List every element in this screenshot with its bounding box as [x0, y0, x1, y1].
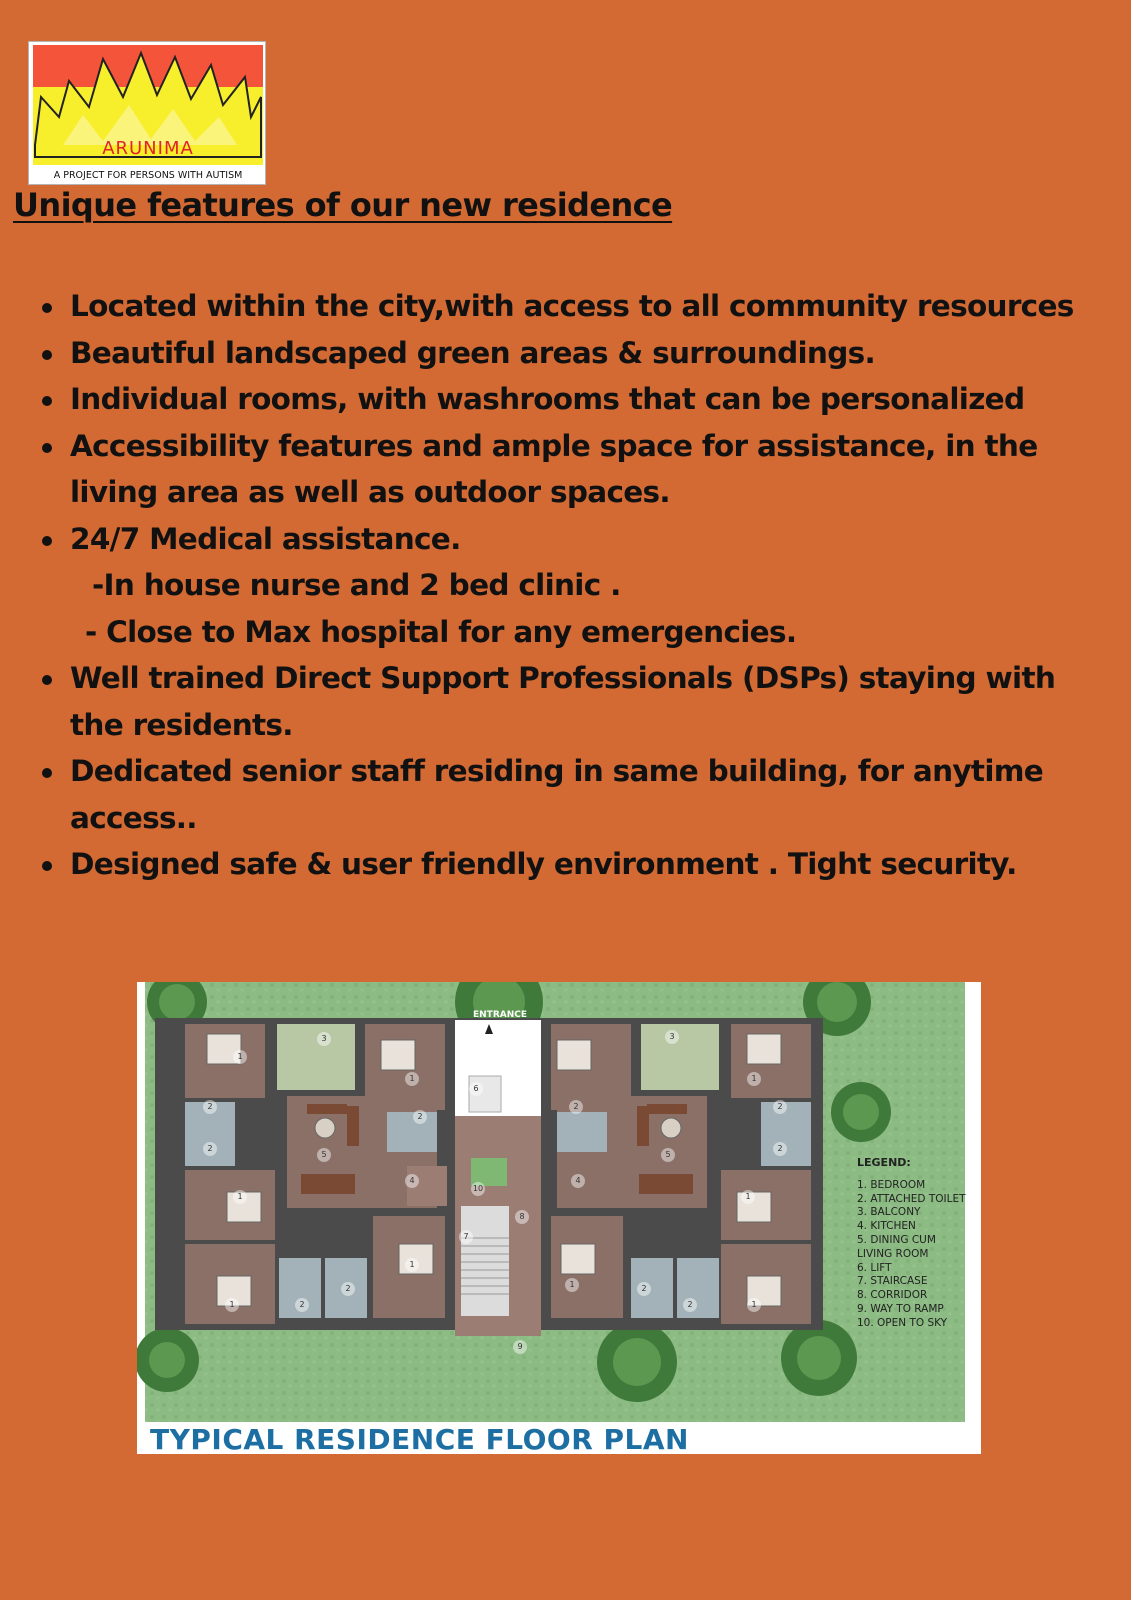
feature-list: [0, 283, 1074, 888]
legend-item: 8. CORRIDOR: [857, 1289, 928, 1302]
feature-item: Individual rooms, with washrooms that can be personalized: [0, 376, 1074, 423]
floor-plan-drawing: [137, 982, 981, 1454]
legend-items: [857, 1179, 966, 1331]
floor-plan: 1 3 1 2 2 2 5 4 1 1 2 2 1 6 10 8 7 9 3 2 4 5 1 2 2 1 1 2 2 1 ENTRANCE LEGEND: 1. BEDROOM 2. ATTACHED TOILET 3. BALCONY 4. KITCHEN 5. DINING CUM LIVING ROOM 6. LIFT 7. STAIRCASE 8. CORRIDOR 9. WAY TO RAMP 10. OPEN TO SKY TYPICAL RESIDENCE FLOOR PLAN: [137, 982, 981, 1454]
feature-item: 24/7 Medical assistance.: [0, 516, 1074, 563]
feature-item: access..: [70, 800, 197, 835]
feature-item: Designed safe & user friendly environment . Tight security.: [0, 841, 1074, 888]
legend-item: 6. LIFT: [857, 1261, 892, 1274]
logo-tagline: A PROJECT FOR PERSONS WITH AUTISM: [53, 170, 243, 181]
legend-title: LEGEND:: [857, 1156, 911, 1169]
legend-item: 3. BALCONY: [857, 1206, 921, 1219]
legend-item: 10. OPEN TO SKY: [857, 1316, 948, 1329]
feature-item: Well trained Direct Support Professionals (DSPs) staying with: [0, 655, 1074, 702]
feature-item: -In house nurse and 2 bed clinic .: [92, 568, 621, 602]
feature-item: Dedicated senior staff residing in same building, for anytime: [0, 748, 1074, 795]
entrance-label: ENTRANCE: [473, 1010, 527, 1020]
legend-item: 4. KITCHEN: [857, 1220, 916, 1233]
feature-item: the residents.: [70, 707, 293, 742]
legend-item: 9. WAY TO RAMP: [857, 1302, 944, 1315]
arunima-logo: [28, 41, 266, 185]
legend-item: 2. ATTACHED TOILET: [857, 1192, 966, 1205]
legend-item: 7. STAIRCASE: [857, 1275, 928, 1288]
feature-item: living area as well as outdoor spaces.: [70, 475, 670, 509]
feature-item: Located within the city,with access to all community resources: [0, 283, 1074, 330]
legend-item: 1. BEDROOM: [857, 1178, 926, 1191]
floor-plan-legend: [857, 1156, 966, 1331]
feature-item: Accessibility features and ample space for assistance, in the: [0, 423, 1074, 470]
feature-item: - Close to Max hospital for any emergencies.: [85, 614, 797, 649]
floor-plan-title: TYPICAL RESIDENCE FLOOR PLAN: [150, 1423, 689, 1454]
page-heading: Unique features of our new residence: [13, 186, 673, 224]
feature-item: Beautiful landscaped green areas & surroundings.: [0, 330, 1074, 377]
logo-name: ARUNIMA: [102, 138, 194, 159]
legend-item: LIVING ROOM: [857, 1247, 929, 1260]
legend-item: 5. DINING CUM: [857, 1233, 936, 1246]
